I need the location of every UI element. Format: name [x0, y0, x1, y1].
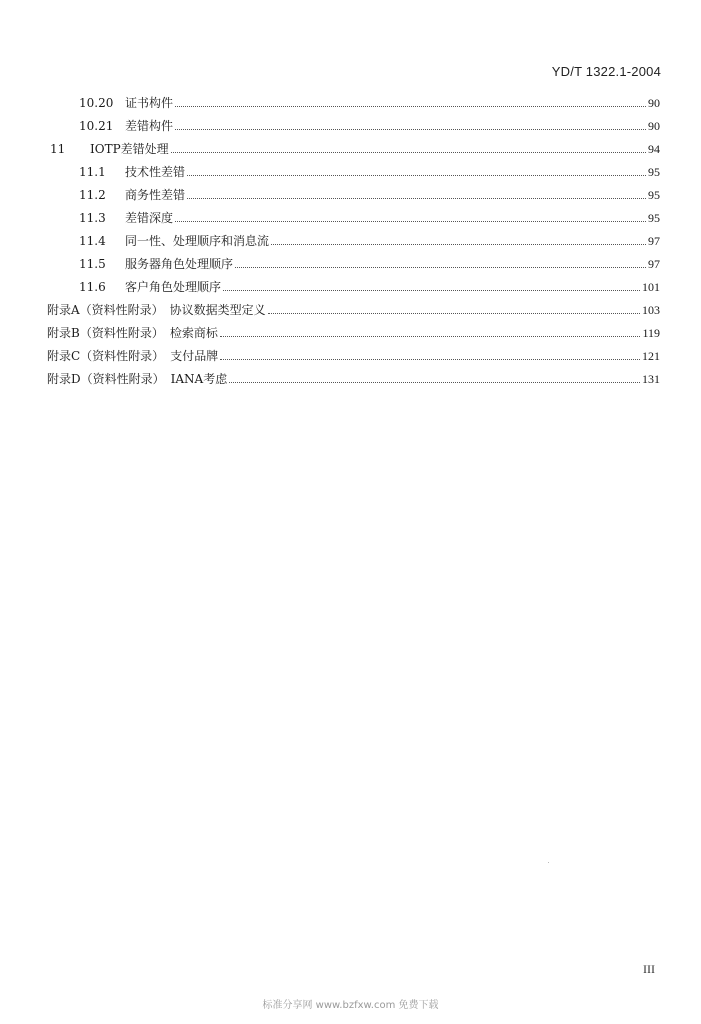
toc-entry-page: 121	[642, 349, 660, 363]
toc-entry[interactable]	[47, 343, 660, 363]
toc-entry[interactable]	[79, 228, 660, 248]
toc-entry-number: 11.1	[79, 165, 106, 179]
dot-leader	[187, 174, 646, 176]
dot-leader	[220, 335, 641, 337]
toc-entry-page: 103	[642, 303, 660, 317]
toc-entry-number: 附录D（资料性附录）	[47, 372, 165, 386]
toc-entry[interactable]	[79, 205, 660, 225]
dot-leader	[268, 312, 640, 314]
toc-entry-title: IANA考虑	[170, 372, 228, 386]
toc-entry-title: 商务性差错	[125, 188, 186, 202]
toc-entry-title: 检索商标	[169, 326, 218, 340]
dot-leader	[235, 266, 646, 268]
toc-entry-number: 11.5	[79, 257, 106, 271]
toc-entry[interactable]	[79, 159, 660, 179]
dot-leader	[175, 128, 646, 130]
toc-entry-title: 证书构件	[125, 96, 174, 110]
toc-entry-page: 97	[648, 234, 660, 248]
toc-entry-page: 119	[642, 326, 660, 340]
page-number: III	[643, 962, 655, 976]
dot-leader	[171, 151, 646, 153]
toc-entry[interactable]	[79, 90, 660, 110]
toc-entry[interactable]	[47, 297, 660, 317]
toc-entry-title: 支付品牌	[170, 349, 219, 363]
toc-entry-title: 同一性、处理顺序和消息流	[125, 234, 270, 248]
toc-entry-number: 附录C（资料性附录）	[47, 349, 165, 363]
toc-entry-page: 95	[648, 188, 660, 202]
toc-entry-page: 95	[648, 211, 660, 225]
toc-entry-title: 差错构件	[125, 119, 174, 133]
dot-leader	[220, 358, 640, 360]
dot-leader	[175, 220, 646, 222]
toc-entry-page: 94	[648, 142, 660, 156]
toc-entry-page: 101	[642, 280, 660, 294]
scan-speck	[548, 862, 549, 863]
toc-entry[interactable]	[79, 182, 660, 202]
toc-entry[interactable]	[50, 136, 660, 156]
toc-entry-title: 技术性差错	[125, 165, 186, 179]
dot-leader	[187, 197, 646, 199]
dot-leader	[229, 381, 640, 383]
document-code: YD/T 1322.1-2004	[551, 64, 661, 79]
toc-entry-page: 97	[648, 257, 660, 271]
toc-entry-title: 差错深度	[125, 211, 174, 225]
toc-entry-title: IOTP差错处理	[90, 142, 169, 156]
toc-entry[interactable]	[47, 366, 660, 386]
toc-entry-number: 11.3	[79, 211, 106, 225]
toc-entry[interactable]	[79, 251, 660, 271]
toc-entry[interactable]	[79, 113, 660, 133]
toc-entry-number: 附录A（资料性附录）	[47, 303, 164, 317]
toc-entry-number: 10.21	[79, 119, 114, 133]
toc-entry-page: 95	[648, 165, 660, 179]
toc-entry[interactable]	[47, 320, 660, 340]
toc-entry-title: 服务器角色处理顺序	[125, 257, 234, 271]
dot-leader	[223, 289, 640, 291]
watermark-link[interactable]: 标准分享网 www.bzfxw.com 免费下载	[262, 1000, 439, 1011]
toc-entry-page: 90	[648, 119, 660, 133]
toc-entry-number: 11.6	[79, 280, 106, 294]
dot-leader	[271, 243, 646, 245]
toc-entry-title: 客户角色处理顺序	[125, 280, 222, 294]
toc-entry-title: 协议数据类型定义	[169, 303, 266, 317]
toc-entry-number: 附录B（资料性附录）	[47, 326, 164, 340]
toc-entry[interactable]	[79, 274, 660, 294]
toc-entry-number: 11	[50, 142, 66, 156]
toc-entry-page: 90	[648, 96, 660, 110]
toc-entry-number: 11.4	[79, 234, 106, 248]
toc-entry-page: 131	[642, 372, 660, 386]
dot-leader	[175, 105, 646, 107]
toc-entry-number: 11.2	[79, 188, 106, 202]
toc-entry-number: 10.20	[79, 96, 114, 110]
